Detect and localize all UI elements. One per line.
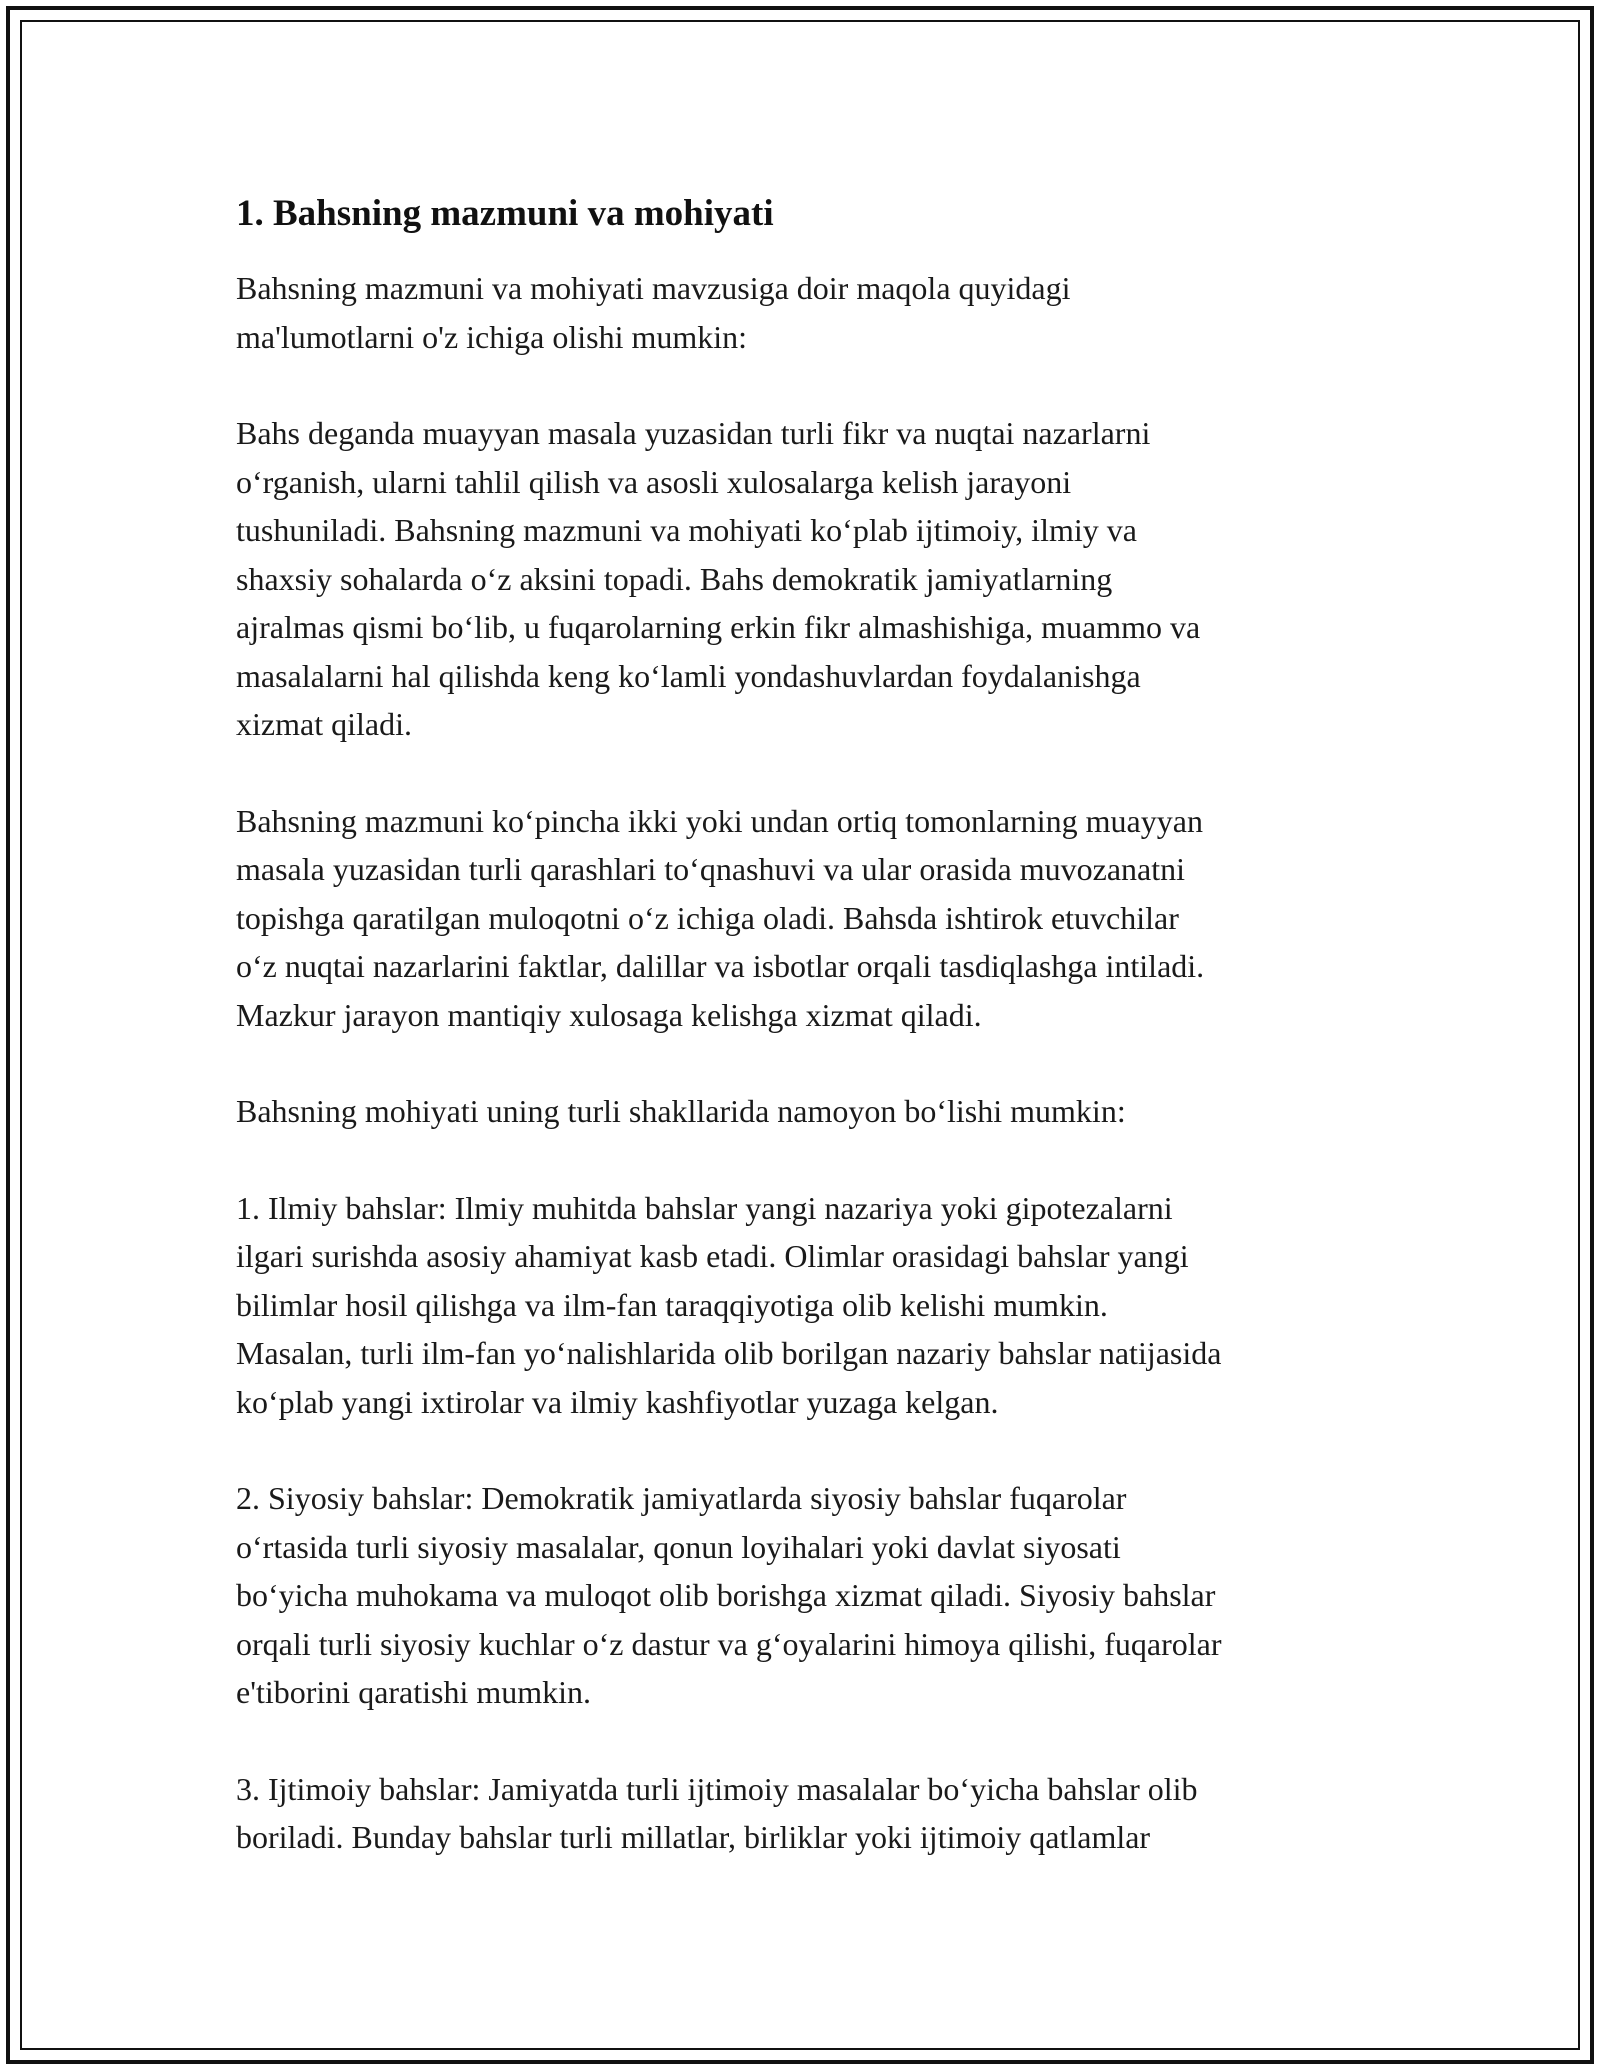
- paragraph-definition: Bahs deganda muayyan masala yuzasidan turli fikr va nuqtai nazarlarni oʻrganish, ularni tahlil qilish va asosli xulosalarga kelish jarayoni tushuniladi. Bahsning mazmuni va mohiyati koʻplab ijtimoiy, ilmiy va shaxsiy sohalarda oʻz aksini topadi. Bahs demokratik jamiyatlarning ajralmas qismi boʻlib, u fuqarolarning erkin fikr almashishiga, muammo va masalalarni hal qilishda keng koʻlamli yondashuvlardan foydalanishga xizmat qiladi.: [236, 415, 1201, 742]
- document-body: [236, 188, 1376, 1910]
- list-item-political: 2. Siyosiy bahslar: Demokratik jamiyatlarda siyosiy bahslar fuqarolar oʻrtasida turli siyosiy masalalar, qonun loyihalari yoki davlat siyosati boʻyicha muhokama va muloqot olib borishga xizmat qiladi. Siyosiy bahslar orqali turli siyosiy kuchlar oʻz dastur va gʻoyalarini himoya qilishi, fuqarolar e'tiborini qaratishi mumkin.: [236, 1480, 1222, 1710]
- paragraph-intro: Bahsning mazmuni va mohiyati mavzusiga doir maqola quyidagi ma'lumotlarni o'z ichiga olishi mumkin:: [236, 270, 1071, 355]
- section-title: 1. Bahsning mazmuni va mohiyati: [236, 193, 774, 234]
- list-item-scientific: 1. Ilmiy bahslar: Ilmiy muhitda bahslar yangi nazariya yoki gipotezalarni ilgari surishda asosiy ahamiyat kasb etadi. Olimlar orasidagi bahslar yangi bilimlar hosil qilishga va ilm-fan taraqqiyotiga olib kelishi mumkin. Masalan, turli ilm-fan yoʻnalishlarida olib borilgan nazariy bahslar natijasida koʻplab yangi ixtirolar va ilmiy kashfiyotlar yuzaga kelgan.: [236, 1189, 1222, 1420]
- list-item-social: 3. Ijtimoiy bahslar: Jamiyatda turli ijtimoiy masalalar boʻyicha bahslar olib boriladi. Bunday bahslar turli millatlar, birliklar yoki ijtimoiy qatlamlar: [236, 1770, 1198, 1855]
- paragraph-forms-intro: Bahsning mohiyati uning turli shakllarida namoyon boʻlishi mumkin:: [236, 1093, 1126, 1129]
- paragraph-content: Bahsning mazmuni koʻpincha ikki yoki undan ortiq tomonlarning muayyan masala yuzasidan turli qarashlari toʻqnashuvi va ular orasida muvozanatni topishga qaratilgan muloqotni oʻz ichiga oladi. Bahsda ishtirok etuvchilar oʻz nuqtai nazarlarini faktlar, dalillar va isbotlar orqali tasdiqlashga intiladi. Mazkur jarayon mantiqiy xulosaga kelishga xizmat qiladi.: [236, 802, 1205, 1033]
